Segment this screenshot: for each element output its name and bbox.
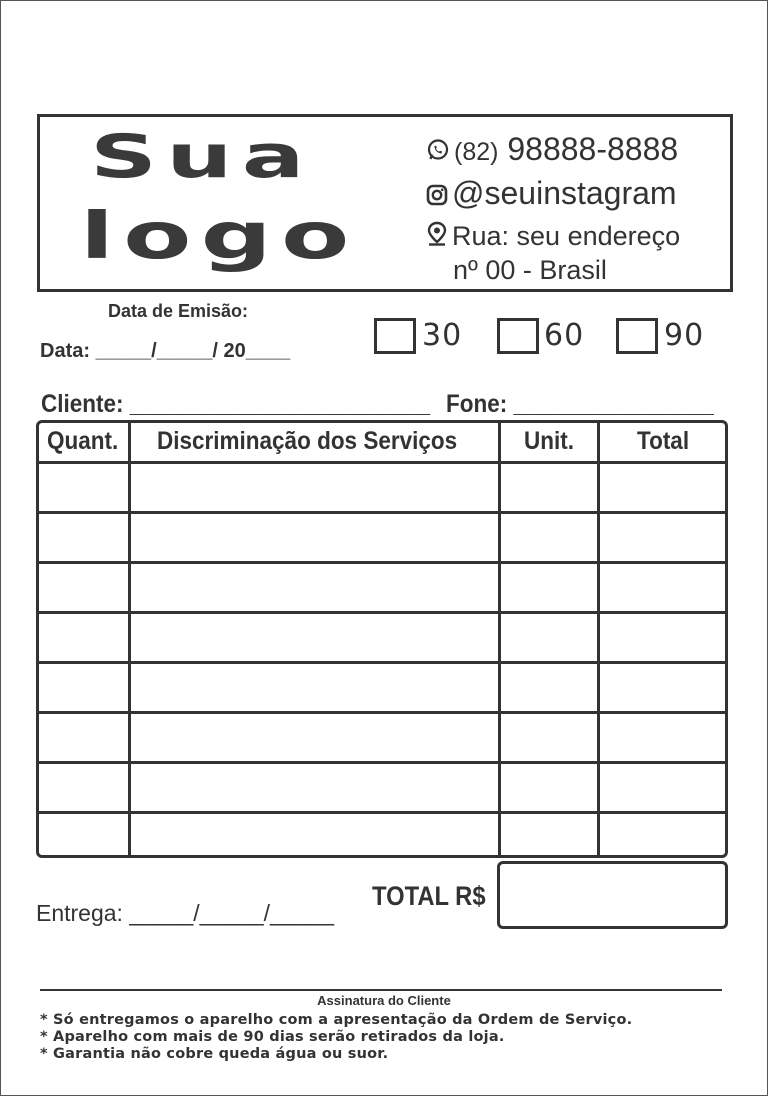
logo-line-2: logo	[80, 200, 359, 274]
note-line: * Aparelho com mais de 90 dias serão retirados da loja.	[40, 1029, 505, 1045]
phone-number: 98888-8888	[507, 131, 679, 167]
column-header-total: Total	[637, 427, 690, 455]
total-value-box[interactable]	[497, 861, 728, 929]
whatsapp-icon	[426, 133, 450, 170]
logo-line-1: Sua	[90, 122, 314, 192]
instagram-handle: @seuinstagram	[452, 175, 677, 211]
instagram-icon	[426, 177, 448, 214]
checkbox-30[interactable]	[374, 318, 416, 354]
row-divider	[39, 711, 725, 714]
row-divider	[39, 811, 725, 814]
row-divider	[39, 611, 725, 614]
column-divider	[597, 423, 600, 855]
phone-area-code: (82)	[454, 138, 499, 166]
address-line-2: nº 00 - Brasil	[453, 255, 607, 285]
instagram-contact	[426, 175, 677, 214]
address-street: Rua: seu endereço	[452, 221, 681, 251]
location-pin-icon	[426, 221, 448, 254]
column-header-unit: Unit.	[524, 427, 574, 455]
date-field[interactable]: Data: _____/_____/ 20____	[40, 340, 291, 362]
address-line-1	[426, 221, 680, 254]
option-30-label: 30	[422, 318, 463, 353]
column-divider	[128, 423, 131, 855]
option-60-label: 60	[544, 318, 585, 353]
phone-contact	[426, 131, 678, 170]
emission-date-label: Data de Emisão:	[108, 301, 249, 321]
header-divider	[39, 461, 725, 464]
delivery-date-field[interactable]: Entrega: _____/_____/_____	[36, 900, 334, 926]
row-divider	[39, 761, 725, 764]
option-90-label: 90	[664, 318, 705, 353]
note-line: * Só entregamos o aparelho com a apresentação da Ordem de Serviço.	[40, 1012, 633, 1028]
phone-field[interactable]: Fone: ________________	[446, 390, 714, 418]
header-box	[37, 114, 733, 292]
total-label: TOTAL R$	[372, 881, 486, 911]
signature-label: Assinatura do Cliente	[317, 993, 451, 1008]
row-divider	[39, 561, 725, 564]
column-divider	[498, 423, 501, 855]
note-line: * Garantia não cobre queda água ou suor.	[40, 1046, 389, 1062]
row-divider	[39, 511, 725, 514]
checkbox-90[interactable]	[616, 318, 658, 354]
checkbox-60[interactable]	[497, 318, 539, 354]
row-divider	[39, 661, 725, 664]
column-header-quantity: Quant.	[47, 427, 119, 455]
services-table	[36, 420, 728, 858]
signature-line[interactable]	[40, 989, 722, 991]
client-field[interactable]: Cliente: ________________________	[41, 390, 431, 418]
column-header-description: Discriminação dos Serviços	[157, 427, 458, 455]
